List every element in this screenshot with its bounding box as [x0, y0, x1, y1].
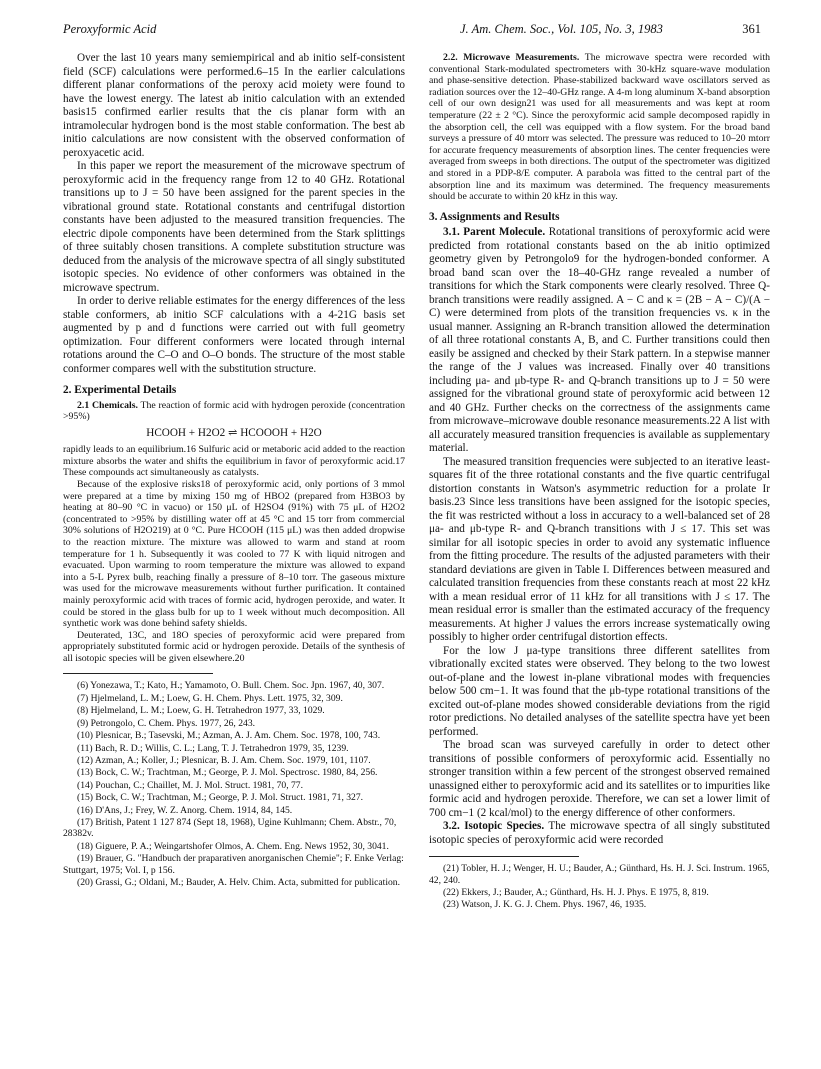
reference-item: (16) D'Ans, J.; Frey, W. Z. Anorg. Chem. 1914, 84, 145. — [77, 804, 293, 816]
reference-item: (13) Bock, C. W.; Trachtman, M.; George, P. J. Mol. Spectrosc. 1980, 84, 256. — [77, 767, 378, 779]
subsection-3-2-heading: 3.2. Isotopic Species. — [443, 820, 545, 833]
left-column — [63, 52, 405, 889]
footnote-rule — [63, 673, 213, 674]
subsection-3-1-heading: 3.1. Parent Molecule. — [443, 226, 546, 239]
reference-item: (10) Plesnicar, B.; Tasevski, M.; Azman, A. J. Am. Chem. Soc. 1978, 100, 743. — [77, 730, 381, 742]
intro-paragraph-1: Over the last 10 years many semiempirical and ab initio self-consistent field (SCF) calculations were performed.6–15 In the earlier calculations different planar conformations of the peroxy acid moiety were found to have the lowest energy. The latest ab initio calculation with an extended basis15 confirmed earlier results that the cis planar form with an intramolecular hydrogen bond is the most stable conformation. The best ab initio calculations are now consistent with the observed conformation of peroxyacetic acid. — [63, 52, 405, 159]
chemicals-paragraph-4: Deuterated, 13C, and 18O species of peroxyformic acid were prepared from appropriately substituted formic acid or hydrogen peroxide. Details of the synthesis of all isotopic species will be given elsewhere.20 — [63, 629, 405, 664]
reference-item: (11) Bach, R. D.; Willis, C. L.; Lang, T. J. Tetrahedron 1979, 35, 1239. — [77, 742, 349, 754]
reference-item: (19) Brauer, G. "Handbuch der praparativen anorganischen Chemie"; F. Enke Verlag: Stuttgart, 1975; Vol. I, p 156. — [63, 853, 404, 876]
reference-item: (7) Hjelmeland, L. M.; Loew, G. H. Chem. Phys. Lett. 1975, 32, 309. — [77, 692, 343, 704]
reference-item: (21) Tobler, H. J.; Wenger, H. U.; Bauder, A.; Günthard, Hs. H. J. Sci. Instrum. 1965, 42, 240. — [429, 863, 770, 886]
section-2-heading: 2. Experimental Details — [63, 384, 177, 396]
intro-paragraph-3: In order to derive reliable estimates for the energy differences of the less stable conformers, ab initio SCF calculations with a 4-21G basis set augmented by p and d functions were carried out with full geometry optimization. Four different conformers were located through internal rotations around the C–O and O–O bonds. The structure of the most stable conformer compares well with the substitution structure. — [63, 295, 405, 375]
results-paragraph-2: The measured transition frequencies were subjected to an iterative least-squares fit of the three rotational constants and the five quartic centrifugal distortion constants in Watson's asymmetric reduction for a prolate Ir basis.23 Since less transitions have been assigned for the isotopic species, the fit was restricted without a loss in accuracy to a well-balanced set of 28 μa- and μb-type R- and Q-branch transitions with J ≤ 17. This set was similar for all isotopic species in order to avoid any systematic influence from the fitting procedure. The results of the adjusted parameters with their standard deviations are given in Table I. Differences between measured and calculated transition frequencies from these constants reach at most 22 kHz with a mean residual error of 11 kHz for all transitions with J ≤ 17. The mean residual error is smaller than the estimated accuracy of the frequency measurements. At higher J values the errors increase systematically owing possibly to higher order centrifugal distortion effects. — [429, 455, 770, 644]
subsection-2-1 — [63, 400, 405, 423]
reference-item: (12) Azman, A.; Koller, J.; Plesnicar, B. J. Am. Chem. Soc. 1979, 101, 1107. — [77, 754, 371, 766]
right-column — [429, 52, 770, 912]
subsection-3-1 — [429, 226, 770, 456]
reference-item: (6) Yonezawa, T.; Kato, H.; Yamamoto, O. Bull. Chem. Soc. Jpn. 1967, 40, 307. — [77, 680, 385, 692]
reference-item: (14) Pouchan, C.; Chaillet, M. J. Mol. Struct. 1981, 70, 77. — [77, 779, 303, 791]
subsection-2-2 — [429, 52, 770, 203]
reference-item: (15) Bock, C. W.; Trachtman, M.; George, P. J. Mol. Struct. 1981, 71, 327. — [77, 792, 364, 804]
reference-item: (22) Ekkers, J.; Bauder, A.; Günthard, Hs. H. J. Phys. E 1975, 8, 819. — [443, 887, 709, 899]
subsection-2-2-heading: 2.2. Microwave Measurements. — [443, 52, 580, 63]
reference-item: (9) Petrongolo, C. Chem. Phys. 1977, 26, 243. — [77, 717, 256, 729]
subsection-2-1-heading: 2.1 Chemicals. — [77, 399, 138, 411]
reference-item: (20) Grassi, G.; Oldani, M.; Bauder, A. Helv. Chim. Acta, submitted for publication. — [77, 876, 401, 888]
results-paragraph-4: The broad scan was surveyed carefully in order to detect other transitions of possible conformers of peroxyformic acid. Essentially no stronger transition within a few percent of the strongest observed remained unassigned either to peroxyformic acid and its satellites or to impurities like formic acid and hydrogen peroxide. Therefore, we can set a lower limit of 700 cm−1 (2 kcal/mol) to the energy difference of other conformers. — [429, 739, 770, 819]
page-number: 361 — [742, 22, 761, 36]
running-header-title: Peroxyformic Acid — [63, 22, 157, 36]
journal-citation: J. Am. Chem. Soc., Vol. 105, No. 3, 1983 — [460, 22, 663, 36]
subsection-2-1-text: The reaction of formic acid with hydrogen peroxide (concentration >95%) — [63, 399, 405, 423]
reference-item: (18) Giguere, P. A.; Weingartshofer Olmos, A. Chem. Eng. News 1952, 30, 3041. — [77, 840, 389, 852]
reference-list-right — [429, 863, 770, 911]
reference-item: (17) British, Patent 1 127 874 (Sept 18, 1968), Ugine Kuhlmann; Chem. Abstr., 70, 28382v. — [63, 816, 397, 840]
results-paragraph-3: For the low J μa-type transitions three different satellites from vibrationally excited states were observed. They belong to the two lowest out-of-plane and the lowest in-plane vibrational modes with frequencies below 500 cm−1. It was found that the μb-type rotational transitions of the excited out-of-plane modes showed considerable deviations from the rigid rotor predictions. No detailed analyses of the satellite spectra have yet been performed. — [429, 644, 770, 738]
reaction-equation: HCOOH + H2O2 ⇌ HCOOOH + H2O — [146, 426, 322, 439]
reference-item: (8) Hjelmeland, L. M.; Loew, G. H. Tetrahedron 1977, 33, 1029. — [77, 705, 325, 717]
section-3-heading: 3. Assignments and Results — [429, 210, 560, 223]
reference-list-left — [63, 680, 405, 888]
running-header-journal — [460, 22, 761, 37]
chemicals-paragraph-3: Because of the explosive risks18 of peroxyformic acid, only portions of 3 mmol were prepared at a time by mixing 150 mg of HBO2 (prepared from H3BO3 by heating at 80–90 °C in vacuo) or 150 μL of H2SO4 (91%) with 75 μL of H2O2 (concentrated to >95% by distilling water off at 45 °C and 15 torr from commercial 30% solutions of H2O219) at 0 °C. Pure HCOOH (115 μL) was then added dropwise to the reaction mixture. The mixture was allowed to warm and stand at room temperature for 1 h. Subsequently it was cooled to 77 K with liquid nitrogen and evacuated. Upon warming to room temperature the mixture was allowed to expand into a 5-L Pyrex bulb, reaching finally a pressure of 8–10 torr. The gaseous mixture was used for the microwave measurements without further purification. It contained mainly peroxyformic acid with traces of formic acid, hydrogen peroxide, and water. It could be stored in the glass bulb for up to 1 week without much decomposition. All synthetic work was done behind safety shields. — [63, 478, 405, 630]
subsection-2-2-text: The microwave spectra were recorded with conventional Stark-modulated spectrometers with 30-kHz square-wave modulation and phase-sensitive detection. Phase-stabilized backward wave oscillators served as radiation sources over the 12–40-GHz range. A 4-m long aluminum X-band absorption cell of our own design21 was used for all measurements and was kept at room temperature (22 ± 2 °C). Since the peroxyformic acid sample decomposed rapidly in the absorption cell, the cell was equipped with a flow system. For the broad band surveys a pressure of 40 mtorr was selected. The pressure was reduced to 10–20 mtorr for accurate frequency measurements of absorption lines. The center frequencies were averaged from sweeps in both directions. The output of the spectrometer was digitized and stored in a PDP-8/E computer. A parabola was fitted to the central part of the absorption line and its maximum was determined. The frequency measurements should be accurate to within 20 kHz in this way. — [429, 52, 770, 203]
subsection-3-2-text: The microwave spectra of all singly substituted isotopic species of peroxyformic acid were recorded — [429, 820, 770, 846]
intro-paragraph-2: In this paper we report the measurement of the microwave spectrum of peroxyformic acid in the frequency range from 12 to 40 GHz. Rotational transitions up to J = 50 have been assigned for the parent species in the vibrational ground state. Rotational constants and centrifugal distortion constants have been adjusted to the measured transition frequencies. The electric dipole components have been determined from the Stark splittings of three suitably chosen transitions. A complete substitution structure was deduced from the analysis of the microwave spectra of all singly substituted isotopic species. No evidence of other conformers was obtained in the microwave spectrum. — [63, 160, 405, 294]
footnote-rule — [429, 856, 579, 857]
subsection-3-2 — [429, 820, 770, 847]
subsection-3-1-text: Rotational transitions of peroxyformic acid were predicted from rotational constants based on the ab initio optimized geometry given by Petrongolo9 for the hydrogen-bonded conformer. A broad band scan over the 18–40-GHz range revealed a number of transitions for which the Stark components were clearly resolved. Three Q-branch transitions were readily assigned. A − C and κ = (2B − A − C)/(A − C) were determined from plots of the transition frequencies vs. κ in the usual manner. Assigning an R-branch transition allowed the determination of all three rotational constants A, B, and C. Further transitions could then easily be assigned and checked by their Stark pattern. In a stepwise manner the range of the J values was increased. Finally over 40 transitions including μa- and μb-type R- and Q-branch transitions up to J = 50 were assigned for the vibrational ground state of peroxyformic acid between 12 and 40 GHz. Further checks on the correctness of the assignments came from microwave–microwave double resonance measurements.22 A list with all accurately measured transition frequencies is available as supplementary material. — [429, 226, 771, 455]
chemicals-paragraph-2: rapidly leads to an equilibrium.16 Sulfuric acid or metaboric acid added to the reaction mixture absorbs the water and shifts the equilibrium in favor of peroxyformic acid.17 These compounds act simultaneously as catalysts. — [63, 444, 405, 479]
reference-item: (23) Watson, J. K. G. J. Chem. Phys. 1967, 46, 1935. — [443, 899, 647, 911]
